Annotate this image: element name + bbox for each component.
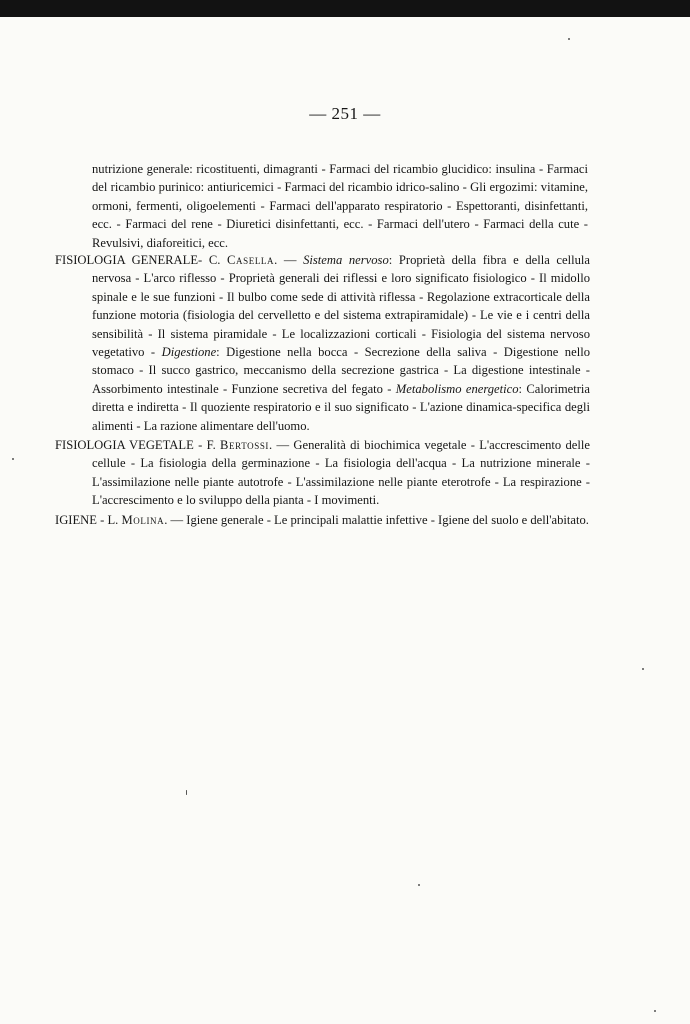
author-name: Casella <box>227 253 275 267</box>
section-fisiologia-generale <box>55 251 590 435</box>
page-number: — 251 — <box>309 104 381 123</box>
continuation-paragraph <box>92 160 588 252</box>
heading-separator: - L. <box>96 513 122 527</box>
topic-digestione: Digestione <box>161 345 217 360</box>
topic-text-3: : Calorimetria diretta e indiretta - Il quoziente respiratorio e il suo significato - L'azione dinamica-specifica degli alimenti - La razione alimentare dell'uomo. <box>92 381 591 433</box>
scan-speck <box>12 458 14 460</box>
author-separator: . — <box>164 513 187 527</box>
section-heading: IGIENE <box>55 513 97 527</box>
topic-text-2: : Digestione nella bocca - Secrezione della saliva - Digestione nello stomaco - Il succo gastrico, meccanismo della secrezione gastrica - La digestione intestinale - Assorbimento intestinale - Funzione secretiva del fegato - <box>92 345 590 396</box>
section-fisiologia-vegetale <box>55 436 590 510</box>
topic-metabolismo: Metabolismo energetico <box>395 381 519 396</box>
scan-speck <box>568 38 570 40</box>
scan-speck <box>642 668 644 670</box>
topic-text-1: : Proprietà della fibra e della cellula nervosa - L'arco riflesso - Proprietà generali dei riflessi e loro significato fisiologico - Il midollo spinale e le sue funzioni - Il bulbo come sede di attività riflessa - Regolazione extracorticale della funzione motoria (fisiologia del cervelletto e del sistema extrapiramidale) - Le vie e i centri della sensibilità - Il sistema piramidale - Le localizzazioni corticali - Fisiologia del sistema nervoso vegetativo - <box>92 253 590 360</box>
author-separator: . — <box>274 253 304 267</box>
section-heading: FISIOLOGIA GENERALE <box>55 253 199 267</box>
author-name: Bertossi <box>220 438 270 452</box>
scan-speck <box>418 884 420 886</box>
scan-speck <box>186 790 187 795</box>
section-igiene <box>55 511 590 529</box>
continuation-text: nutrizione generale: ricostituenti, dimagranti - Farmaci del ricambio glucidico: insulina - Farmaci del ricambio purinico: antiuricemici - Farmaci del ricambio idrico-salino - Gli ergozimi: vitamine, ormoni, fermenti, oligoelementi - Farmaci dell'apparato respiratorio - Espettoranti, disinfettanti, ecc. - Farmaci del rene - Diuretici disinfettanti, ecc. - Farmaci dell'utero - Farmaci della cute - Revulsivi, diaforeitici, ecc. <box>92 162 588 250</box>
author-separator: . — <box>269 438 294 452</box>
scan-speck <box>654 1010 656 1012</box>
author-name: Molina <box>121 513 165 527</box>
section-heading: FISIOLOGIA VEGETALE <box>55 438 194 452</box>
topic-sistema-nervoso: Sistema nervoso <box>303 253 389 267</box>
heading-separator: - F. <box>193 438 221 452</box>
section-text: Generalità di biochimica vegetale - L'accrescimento delle cellule - La fisiologia della germinazione - La fisiologia dell'acqua - La nutrizione minerale - L'assimilazione nelle piante autotrofe - L'assimilazione nelle piante eterotrofe - La respirazione - L'accrescimento e lo sviluppo della pianta - I movimenti. <box>92 438 590 508</box>
section-text: Igiene generale - Le principali malattie infettive - Igiene del suolo e dell'abitato. <box>186 513 589 527</box>
heading-separator: - C. <box>198 253 228 267</box>
